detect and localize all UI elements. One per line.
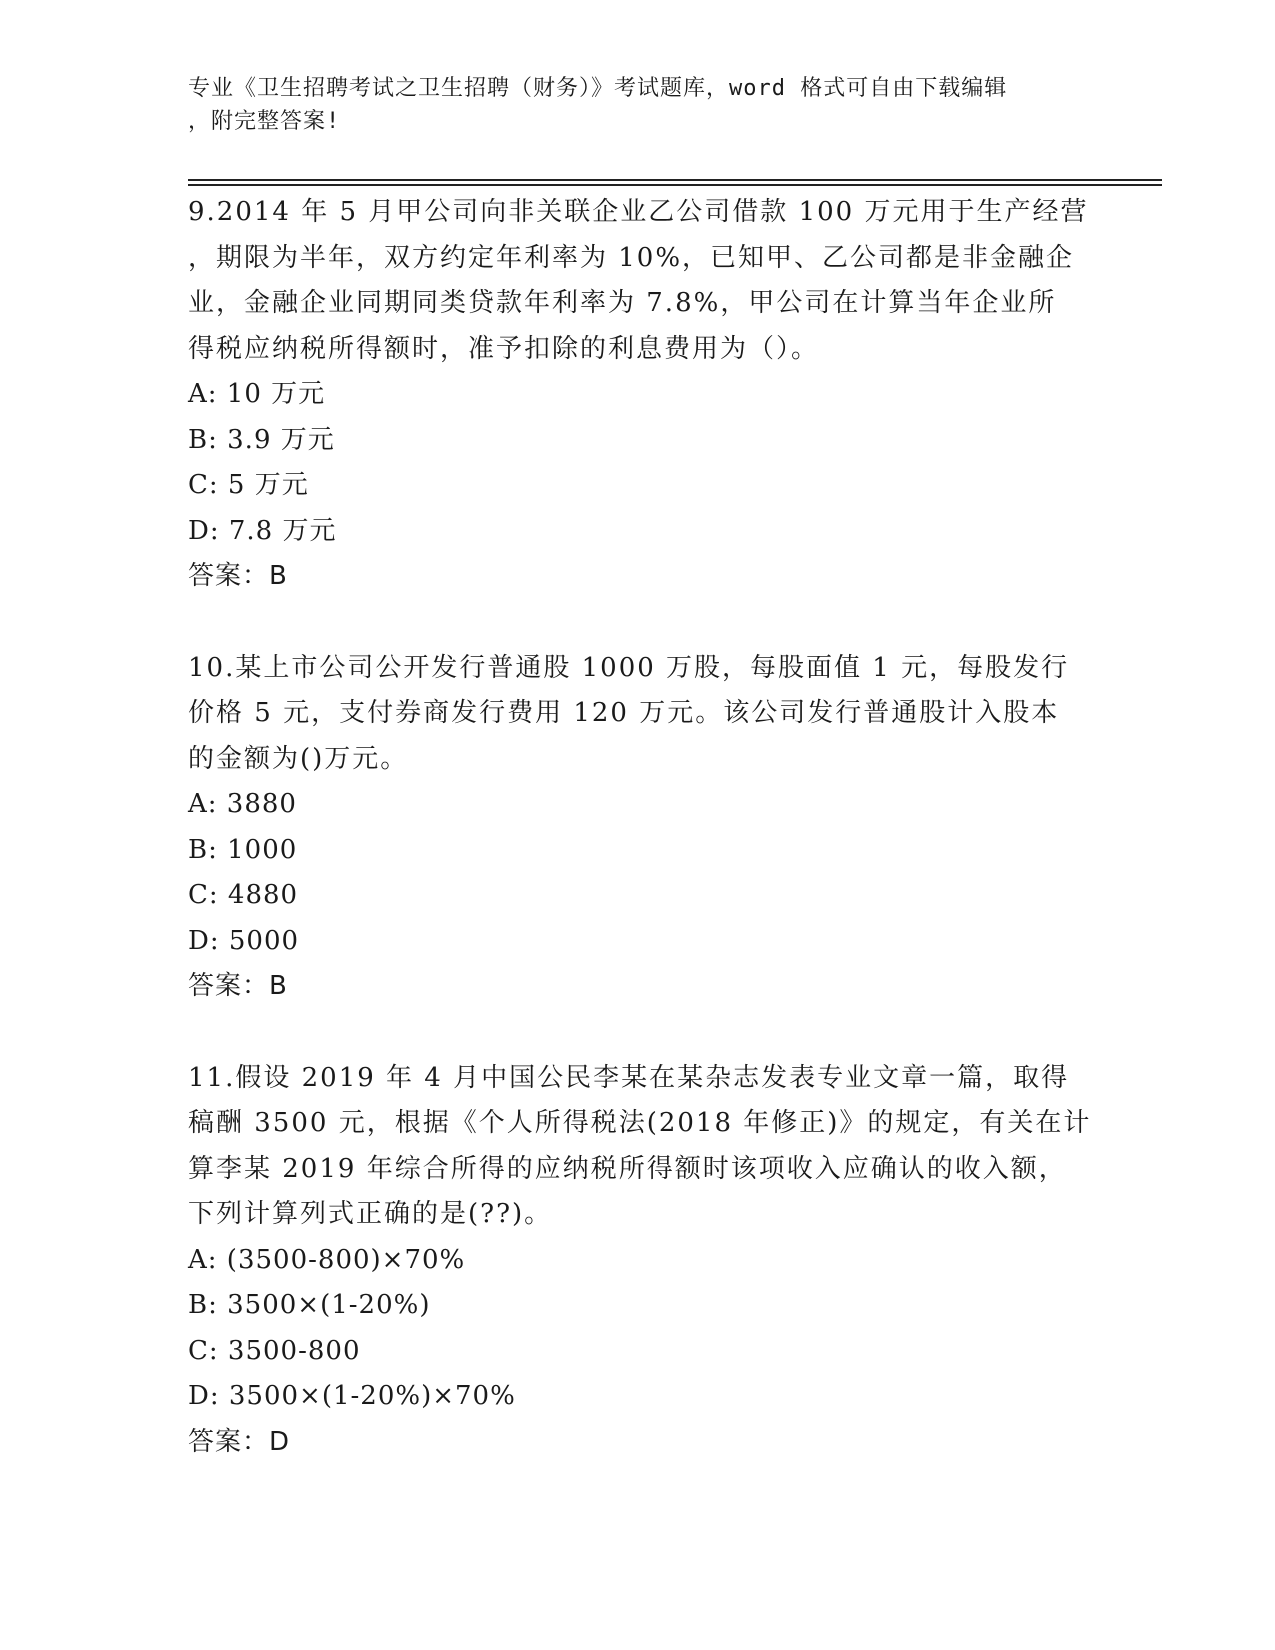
option-c: C: 3500-800	[188, 1335, 361, 1366]
stem-line: 算李某 2019 年综合所得的应纳税所得额时该项收入应确认的收入额，	[188, 1153, 1067, 1184]
stem-line: 下列计算列式正确的是(??)。	[188, 1199, 553, 1229]
stem-line: 10.某上市公司公开发行普通股 1000 万股，每股面值 1 元，每股发行	[188, 652, 1070, 683]
header-line-1: 专业《卫生招聘考试之卫生招聘（财务）》考试题库，word 格式可自由下载编辑	[188, 76, 1008, 101]
option-a: A: (3500-800)×70%	[188, 1244, 466, 1275]
option-a: A: 3880	[188, 789, 297, 819]
header-line-2: ，附完整答案!	[188, 109, 341, 134]
answer-label: 答案：B	[188, 971, 288, 1001]
stem-line: ，期限为半年，双方约定年利率为 10%，已知甲、乙公司都是非金融企	[188, 242, 1075, 273]
stem-line: 稿酬 3500 元，根据《个人所得税法(2018 年修正)》的规定，有关在计	[188, 1108, 1092, 1138]
question-stem	[188, 646, 1088, 783]
stem-line: 的金额为()万元。	[188, 743, 409, 774]
option-c: C: 5 万元	[188, 470, 309, 500]
question-9	[188, 190, 1088, 600]
option-a: A: 10 万元	[188, 379, 326, 409]
option-b: B: 3.9 万元	[188, 424, 335, 455]
document-header	[188, 72, 1088, 138]
option-d: D: 7.8 万元	[188, 515, 337, 546]
option-d: D: 5000	[188, 925, 300, 956]
question-list	[188, 190, 1092, 1511]
question-stem	[188, 1056, 1092, 1238]
stem-line: 价格 5 元，支付券商发行费用 120 万元。该公司发行普通股计入股本	[188, 698, 1060, 728]
header-divider-bottom	[188, 184, 1162, 186]
stem-line: 11.假设 2019 年 4 月中国公民李某在某杂志发表专业文章一篇，取得	[188, 1062, 1070, 1093]
answer-label: 答案：B	[188, 561, 288, 591]
stem-line: 业，金融企业同期同类贷款年利率为 7.8%，甲公司在计算当年企业所	[188, 288, 1057, 318]
stem-line: 9.2014 年 5 月甲公司向非关联企业乙公司借款 100 万元用于生产经营	[188, 197, 1089, 227]
option-d: D: 3500×(1-20%)×70%	[188, 1381, 516, 1411]
option-c: C: 4880	[188, 880, 299, 910]
stem-line: 得税应纳税所得额时，准予扣除的利息费用为（）。	[188, 333, 820, 364]
header-divider-top	[188, 179, 1162, 181]
option-b: B: 3500×(1-20%)	[188, 1290, 431, 1320]
question-10	[188, 646, 1088, 1010]
question-stem	[188, 190, 1088, 372]
answer-label: 答案：D	[188, 1426, 291, 1457]
option-b: B: 1000	[188, 834, 298, 865]
question-11	[188, 1056, 1092, 1466]
